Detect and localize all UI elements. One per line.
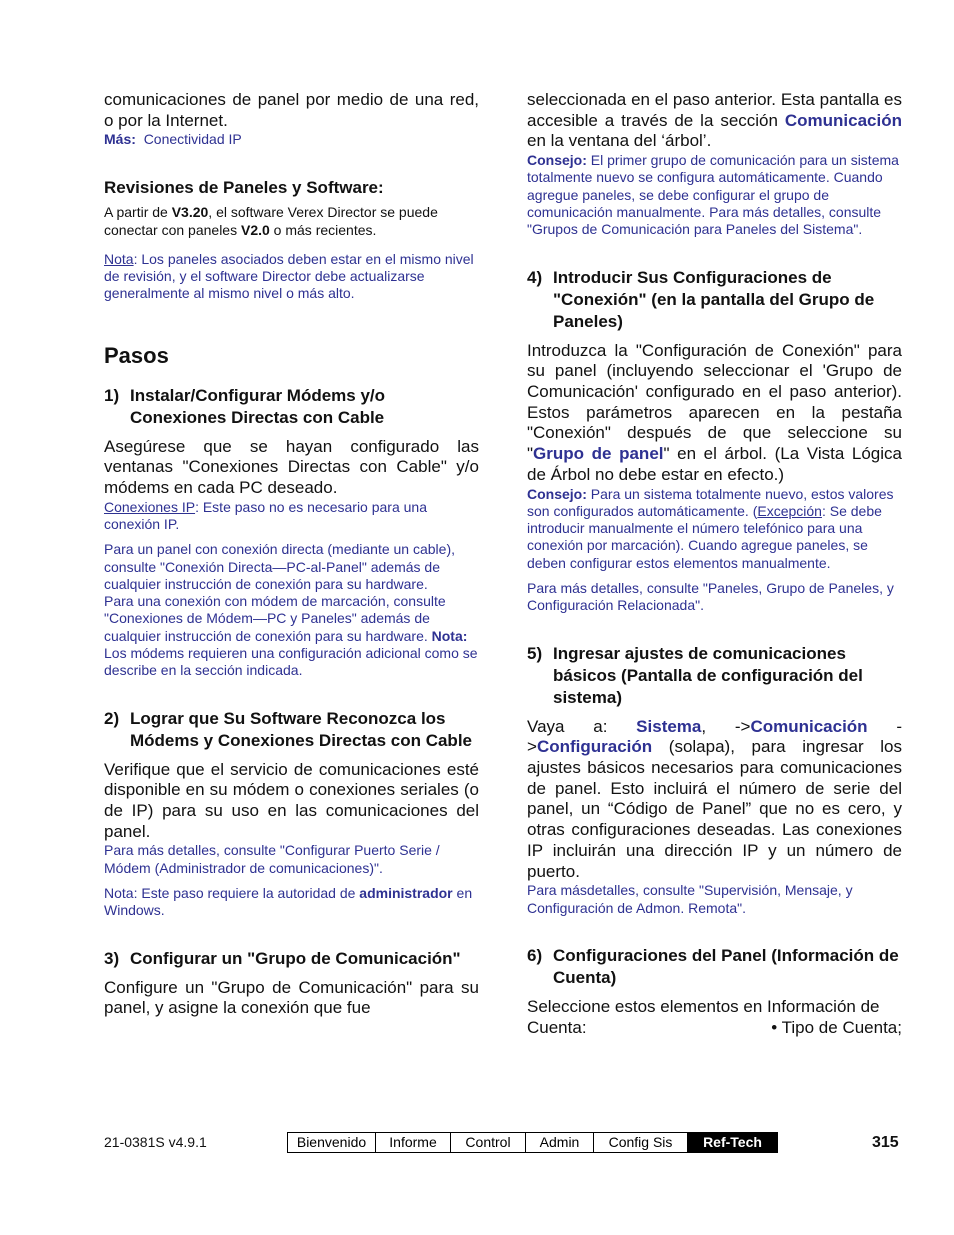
step-1-modem-note [104,593,479,679]
consejo-1-text: El primer grupo de comunicación para un sistema totalmente nuevo se configura automáticamente. Cuando agregue paneles, se debe configurar el grupo de comunicación manualmente. Para más detalles, consulte "Grupos de Comunicación para Paneles del Sistema". [527,152,899,238]
step-5-arrow-1: , -> [701,716,751,736]
step-6-title: Configuraciones del Panel (Información de Cuenta) [553,945,899,987]
rev-text-2: , el software Verex Director se puede conectar con paneles [104,203,438,238]
step-4-more: Para más detalles, consulte "Paneles, Grupo de Paneles, y Configuración Relacionada". [527,580,894,614]
step-5-more: Para másdetalles, consulte "Supervisión, Mensaje, y Configuración de Admon. Remota". [527,882,853,916]
revisions-text [104,203,479,239]
tab-control[interactable]: Control [450,1132,525,1153]
intro-paragraph: comunicaciones de panel por medio de una red, o por la Internet. [104,90,479,130]
mas-label: Más: [104,131,136,148]
step-2-more: Para más detalles, consulte "Configurar Puerto Serie / Módem (Administrador de comunicaciones)". [104,842,440,876]
nota-link[interactable]: Nota [104,250,134,267]
right-column [527,90,902,1038]
consejo-2-text: Para un sistema totalmente nuevo, estos valores son configurados automáticamente. ( [527,485,894,519]
step-1-body: Asegúrese que se hayan configurado las ventanas "Conexiones Directas con Cable" y/o módems en cada PC deseado. [104,436,479,497]
mas-link[interactable]: Conectividad IP [143,131,242,148]
grupo-panel-link[interactable]: Grupo de panel [533,444,664,464]
step-4-number: 4) [527,267,543,287]
nota-text: : Los paneles asociados deben estar en el mismo nivel de revisión, y el software Director debe actualizarse generalmente al mismo nivel o más alto. [104,250,474,302]
step-2-nota-text: Nota: Este paso requiere la autoridad de [104,885,360,902]
revisions-note [104,251,479,303]
step-5-text: Vaya a: [527,716,637,736]
conexiones-ip-link[interactable]: Conexiones IP [104,498,196,515]
modem-nota-label: Nota: [431,627,468,644]
rev-text-3: o más recientes. [269,221,377,238]
tab-admin[interactable]: Admin [525,1132,593,1153]
cont-text: seleccionada en el paso anterior. Esta pantalla es accesible a través de la sección [527,90,902,130]
step-2-nota [104,885,479,920]
consejo-1-label: Consejo: [527,152,587,169]
tab-config-sis[interactable]: Config Sis [593,1132,687,1153]
step-2-nota-end: en Windows. [104,885,473,919]
consejo-2-text-end: : Se debe introducir manualmente el número telefónico para una conexión por marcación). Cuando agregue paneles, se deben configurar estos elementos manualmente. [527,502,882,571]
step-3-heading [104,948,479,970]
tab-bienvenido[interactable]: Bienvenido [287,1132,375,1153]
page-number: 315 [872,1134,899,1151]
tab-informe[interactable]: Informe [375,1132,450,1153]
pasos-heading: Pasos [104,342,169,368]
consejo-1 [527,152,902,238]
doc-id: 21-0381S v4.9.1 [104,1134,207,1150]
cont-text-end: en la ventana del ‘árbol’. [527,131,712,151]
step-6-text: Seleccione estos elementos en Información de Cuenta: [527,996,880,1037]
step-2-heading [104,708,479,752]
step-2-admin: administrador [359,885,453,902]
revisions-heading: Revisiones de Paneles y Software: [104,177,384,197]
tipo-cuenta-bullet: • Tipo de Cuenta; [771,1017,902,1037]
comunicacion-link[interactable]: Comunicación [784,110,902,130]
step-5-body [527,717,902,883]
step-1-ip-note [104,499,479,534]
step-3-number: 3) [104,948,120,968]
step-2-number: 2) [104,708,120,728]
rev-version-320: V3.20 [171,203,209,220]
step-5-title: Ingresar ajustes de comunicaciones básicos (Pantalla de configuración del sistema) [553,643,863,707]
step-6-heading [527,945,902,989]
step-2-body: Verifique que el servicio de comunicaciones esté disponible en su módem o conexiones seriales (o de IP) para su uso en las comunicaciones del panel. [104,759,479,841]
step-5-text-end: (solapa), para ingresar los ajustes básicos necesarios para comunicaciones de panel. Esto incluirá el número de serie del panel, un “Código de Panel” que no es cero, y otras configuraciones deseadas. Las conexiones IP incluirán una dirección IP y un número de puerto. [527,737,902,881]
mas-note [104,131,479,148]
step-1-direct-note: Para un panel con conexión directa (mediante un cable), consulte "Conexión Directa—PC-al-Panel" además de cualquier instrucción de conexión para su hardware. [104,541,455,592]
modem-text: Para una conexión con módem de marcación, consulte "Conexiones de Módem—PC y Paneles" además de cualquier instrucción de conexión para su hardware. [104,593,446,644]
configuracion-link[interactable]: Configuración [536,737,653,757]
step-3-title: Configurar un "Grupo de Comunicación" [130,948,461,968]
step-4-heading [527,267,902,333]
comunicacion-nav-link[interactable]: Comunicación [750,716,868,736]
step-4-text: Introduzca la "Configuración de Conexión" para su panel (incluyendo seleccionar el 'Grupo de Comunicación' configurado en el paso anterior). Estos parámetros aparecen en la pestaña "Conexión" después de que seleccione su " [527,340,902,464]
step-5-arrow-2: -> [527,716,902,757]
modem-nota-text: Los módems requieren una configuración adicional como se describe en la sección indicada. [104,645,478,679]
step-6-body [527,997,902,1038]
step-3-body: Configure un "Grupo de Comunicación" para su panel, y asigne la conexión que fue [104,977,479,1018]
consejo-2-label: Consejo: [527,485,587,502]
step-5-number: 5) [527,643,543,663]
continued-paragraph [527,90,902,152]
step-1-heading [104,385,479,429]
step-6-number: 6) [527,945,543,965]
step-1-title: Instalar/Configurar Módems y/o Conexiones Directas con Cable [130,385,386,427]
consejo-2 [527,486,902,572]
conexiones-ip-text: : Este paso no es necesario para una conexión IP. [104,498,427,532]
step-5-heading [527,643,902,709]
step-4-text-end: " en el árbol. (La Vista Lógica de Árbol no debe estar en efecto.) [527,444,902,484]
left-column [104,90,479,1019]
step-4-title: Introducir Sus Configuraciones de "Conexión" (en la pantalla del Grupo de Paneles) [553,267,875,331]
sistema-link[interactable]: Sistema [636,716,702,736]
step-2-title: Lograr que Su Software Reconozca los Módems y Conexiones Directas con Cable [130,708,472,750]
step-1-number: 1) [104,385,120,405]
step-4-body [527,341,902,486]
rev-text-1: A partir de [104,203,172,220]
rev-version-20: V2.0 [240,221,270,238]
footer-nav-tabs [287,1132,778,1153]
excepcion-link[interactable]: Excepción [757,502,822,519]
tab-ref-tech[interactable]: Ref-Tech [687,1132,778,1153]
